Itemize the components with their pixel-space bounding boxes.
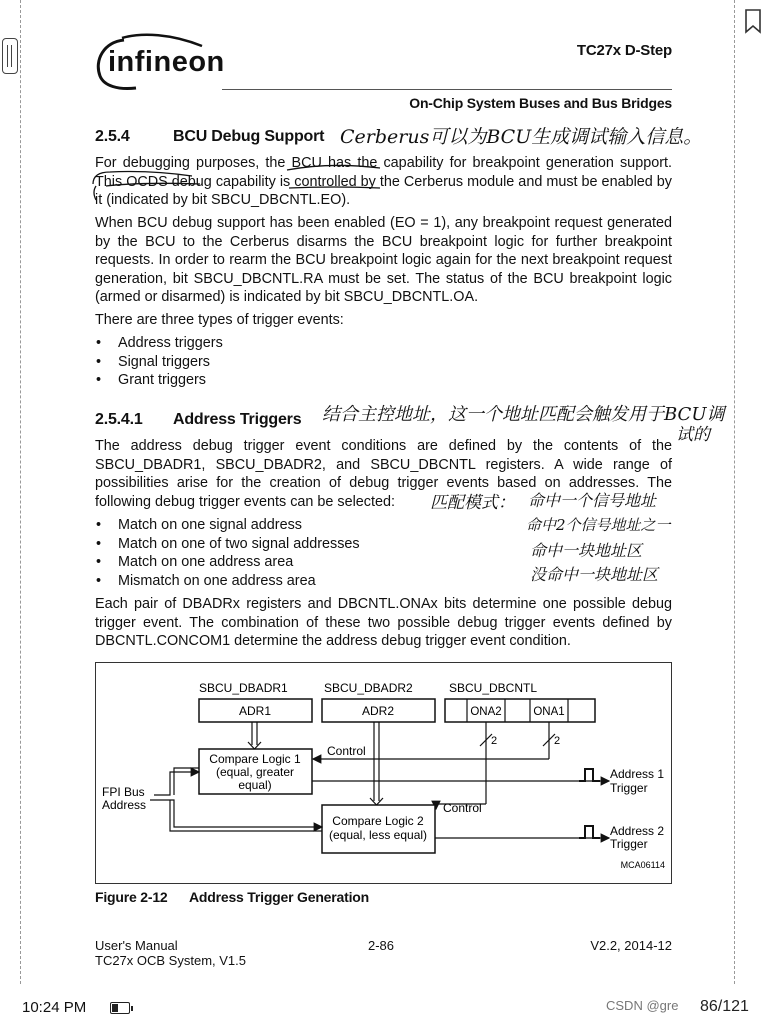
control-1-label: Control — [327, 744, 366, 758]
reg-dbadr1-title: SBCU_DBADR1 — [199, 681, 288, 695]
handwritten-note-subsection: 结合主控地址，这一个地址匹配会触发用于BCU调 — [322, 404, 725, 425]
figure-ref-code: MCA06114 — [620, 860, 665, 870]
output-1-trigger: Trigger — [610, 781, 648, 795]
ona2-bus-width: 2 — [491, 735, 498, 747]
chapter-title: On-Chip System Buses and Bus Bridges — [409, 95, 672, 111]
footer-page-number: 2-86 — [368, 938, 395, 953]
cmp1-cond: (equal, greater — [215, 765, 295, 779]
paragraph-address-debug: The address debug trigger event conditions are defined by the contents of the SBCU_DBADR1, SBCU_DBADR2, and SBCU_DBCNTL registers. A wide range of possibilities arise for the creation of debug trigger events based on addresses. The following debug trigger events can be selected: — [95, 438, 672, 510]
document-code: TC27x D-Step — [576, 42, 672, 59]
handwritten-underlines — [90, 150, 590, 210]
ona1-field: ONA1 — [533, 706, 565, 718]
list-item: • Address triggers — [95, 334, 672, 353]
cmp2-title: Compare Logic 2 — [332, 814, 424, 828]
status-time: 10:24 PM — [22, 999, 87, 1016]
handwritten-note-subsection-cont: 试的 — [676, 425, 710, 445]
ona2-field: ONA2 — [470, 706, 502, 718]
output-1-label: Address 1 — [610, 767, 665, 781]
list-item: • Match on one address area — [95, 553, 672, 572]
footer-manual: User's Manual — [95, 938, 178, 953]
subsection-number: 2.5.4.1 — [95, 411, 143, 428]
list-item: • Match on one signal address — [95, 516, 672, 535]
cmp2-cond: (equal, less equal) — [328, 828, 428, 842]
footer-version: V2.2, 2014-12 — [590, 938, 672, 953]
header-rule — [222, 89, 672, 90]
cmp1-title: Compare Logic 1 — [209, 752, 301, 766]
cmp1-cond-end: equal) — [238, 778, 272, 792]
handwritten-event-note: 命中2个信号地址之一 — [526, 516, 671, 534]
bookmark-icon[interactable] — [744, 8, 762, 34]
section-title: BCU Debug Support — [173, 128, 325, 145]
figure-number: Figure 2-12 — [95, 889, 168, 905]
page-counter[interactable]: 86/121 — [700, 998, 749, 1015]
section-heading — [95, 128, 324, 146]
list-item: • Signal triggers — [95, 353, 672, 372]
fpi-address-label: Address — [102, 798, 147, 812]
left-page-edge — [20, 0, 21, 984]
paragraph-trigger-intro: There are three types of trigger events: — [95, 312, 344, 328]
paragraph-debug-purpose: For debugging purposes, the BCU has the capability for breakpoint generation support. This OCDS debug capability is controlled by the Cerberus module and must be enabled by it (indicated by bit SBCU_DBCNTL.EO). — [95, 155, 672, 208]
section-number: 2.5.4 — [95, 128, 130, 145]
infineon-logo — [92, 30, 225, 92]
adr2-label: ADR2 — [361, 704, 395, 718]
side-menu-handle[interactable] — [2, 38, 18, 74]
handwritten-mode-note: 匹配模式： — [430, 493, 515, 513]
csdn-watermark: CSDN @gre — [606, 998, 679, 1013]
reg-dbadr2-title: SBCU_DBADR2 — [324, 681, 413, 695]
footer-system: TC27x OCB System, V1.5 — [95, 953, 246, 968]
reg-dbcntl-title: SBCU_DBCNTL — [449, 681, 538, 695]
paragraph-dbadr-pairs: Each pair of DBADRx registers and DBCNTL.ONAx bits determine one possible debug trigger event. The combination of these two possible debug trigger events defined by DBCNTL.CONCOM1 determine the address debug trigger event condition. — [95, 596, 672, 649]
output-2-trigger: Trigger — [610, 837, 648, 851]
footer-left — [95, 938, 246, 968]
figure-caption — [95, 889, 369, 905]
logo-wordmark: infineon — [108, 46, 225, 78]
list-item: • Grant triggers — [95, 371, 672, 390]
control-2-label: Control — [443, 801, 482, 815]
adr1-label: ADR1 — [238, 704, 272, 718]
address-trigger-diagram — [95, 662, 672, 884]
trigger-type-list — [95, 334, 672, 390]
subsection-heading — [95, 411, 301, 429]
battery-icon — [110, 1002, 130, 1014]
handwritten-event-note: 命中一个信号地址 — [528, 491, 657, 510]
ona1-bus-width: 2 — [554, 735, 561, 747]
right-page-edge — [734, 0, 735, 984]
paragraph-debug-enabled: When BCU debug support has been enabled (EO = 1), any breakpoint request generated by the BCU to the Cerberus disarms the BCU breakpoint logic for further breakpoint requests. In order to rearm the BCU breakpoint logic again for the next breakpoint request generation, bit SBCU_DBCNTL.RA must be set. The status of the BCU breakpoint logic (armed or disarmed) is indicated by bit SBCU_DBCNTL.OA. — [95, 215, 672, 305]
list-item: • Mismatch on one address area — [95, 572, 672, 591]
handwritten-event-note: 没命中一块地址区 — [530, 565, 659, 584]
figure-title: Address Trigger Generation — [189, 889, 369, 905]
fpi-bus-label: FPI Bus — [102, 785, 145, 799]
list-item: • Match on one of two signal addresses — [95, 535, 672, 554]
handwritten-event-note: 命中一块地址区 — [530, 541, 643, 560]
output-2-label: Address 2 — [610, 824, 665, 838]
subsection-title: Address Triggers — [173, 411, 302, 428]
handwritten-note-section: Cerberus可以为BCU生成调试输入信息。 — [340, 126, 703, 148]
